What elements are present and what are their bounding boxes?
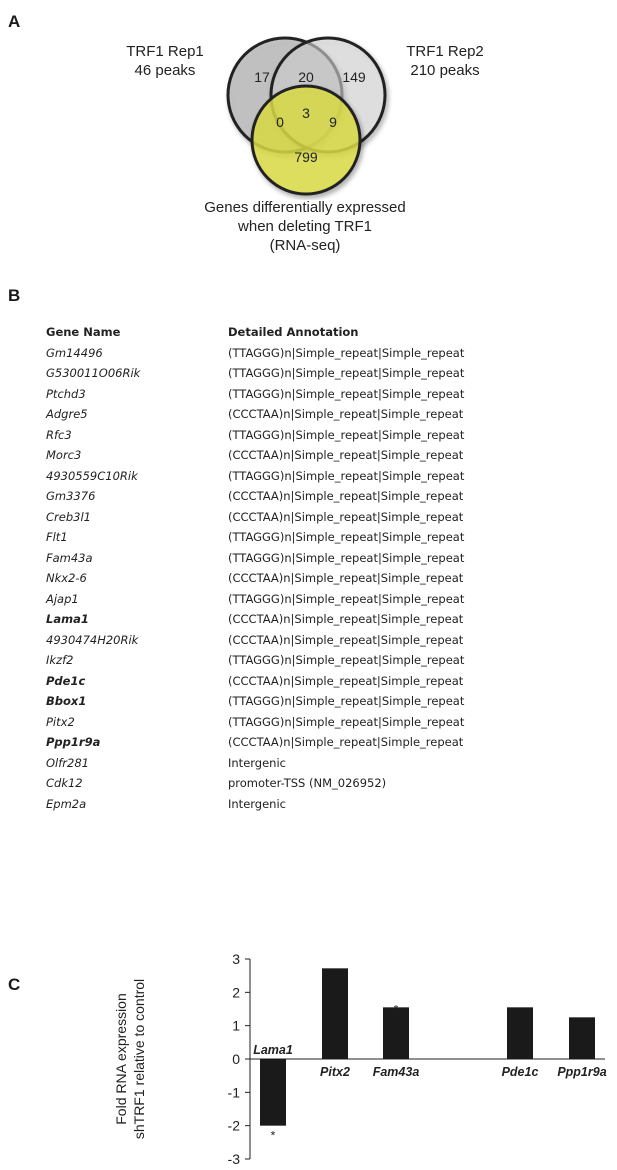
gene-annotation: promoter-TSS (NM_026952) [228,776,387,790]
table-row [46,568,526,589]
venn-set1-subtitle: 46 peaks [134,62,196,79]
category-label: Ppp1r9a [557,1065,607,1079]
gene-annotation: (TTAGGG)n|Simple_repeat|Simple_repeat [228,386,465,401]
category-label: Pitx2 [320,1065,350,1079]
bar-lama1 [260,1059,286,1126]
significance-star: * [393,1002,399,1017]
gene-name: Ikzf2 [46,653,74,667]
gene-name: Gm14496 [46,345,103,360]
gene-annotation: Intergenic [228,796,286,811]
panel-label-c: C [8,975,21,994]
bar-pitx2 [322,968,348,1059]
gene-name: Flt1 [46,530,68,544]
venn-set1-title: TRF1 Rep1 [126,43,204,60]
significance-star: * [270,1128,276,1143]
table-row [46,589,526,610]
gene-name: Ptchd3 [46,386,86,401]
gene-annotation: (CCCTAA)n|Simple_repeat|Simple_repeat [228,612,464,626]
gene-annotation: (TTAGGG)n|Simple_repeat|Simple_repeat [228,714,465,729]
venn-count-only13: 0 [276,114,284,130]
gene-name: Nkx2-6 [46,571,87,585]
venn-set2-title: TRF1 Rep2 [406,43,484,60]
venn-set3-line2: when deleting TRF1 [238,218,372,235]
y-tick-label: 2 [232,984,240,1001]
table-row [46,343,526,364]
y-tick-label: -1 [227,1084,240,1101]
expression-bar-chart [100,945,610,1167]
gene-annotation: (CCCTAA)n|Simple_repeat|Simple_repeat [228,673,464,688]
gene-name: G530011O06Rik [46,366,141,380]
y-tick-label: 1 [232,1017,240,1034]
gene-annotation: (TTAGGG)n|Simple_repeat|Simple_repeat [228,591,465,606]
venn-set3-label [170,198,440,255]
table-row [46,609,526,630]
venn-count-only3: 799 [294,149,318,165]
gene-name: Bbox1 [46,694,87,708]
gene-annotation: (TTAGGG)n|Simple_repeat|Simple_repeat [228,653,465,667]
y-tick-label: -3 [227,1151,240,1167]
table-row [46,732,526,753]
gene-annotation: (CCCTAA)n|Simple_repeat|Simple_repeat [228,489,464,503]
table-header [46,322,526,343]
gene-name: Creb3l1 [46,509,91,524]
gene-annotation: (TTAGGG)n|Simple_repeat|Simple_repeat [228,468,465,483]
gene-annotation: (TTAGGG)n|Simple_repeat|Simple_repeat [228,345,465,360]
gene-annotation: (TTAGGG)n|Simple_repeat|Simple_repeat [228,550,465,565]
category-label: Fam43a [372,1065,420,1079]
table-row [46,794,526,815]
table-row [46,671,526,692]
panel-label-a: A [8,12,21,31]
venn-set2-subtitle: 210 peaks [410,62,480,79]
gene-annotation: (TTAGGG)n|Simple_repeat|Simple_repeat [228,366,465,380]
venn-diagram [0,0,617,200]
venn-count-only2: 149 [342,69,366,85]
table-row [46,691,526,712]
gene-name: Lama1 [46,612,89,626]
category-label: Lama1 [253,1043,293,1057]
gene-name: Ppp1r9a [46,735,101,749]
y-axis-label-line1: Fold RNA expression [113,993,129,1125]
header-annotation: Detailed Annotation [228,325,359,339]
gene-name: Epm2a [46,796,87,811]
gene-annotation: (CCCTAA)n|Simple_repeat|Simple_repeat [228,448,464,462]
venn-count-only23: 9 [329,114,337,130]
gene-name: Ajap1 [46,591,79,606]
table-row [46,507,526,528]
table-row [46,630,526,651]
y-tick-label: 0 [232,1051,240,1067]
table-row [46,486,526,507]
gene-annotation: (CCCTAA)n|Simple_repeat|Simple_repeat [228,571,464,585]
gene-annotation: (CCCTAA)n|Simple_repeat|Simple_repeat [228,407,464,421]
venn-circle-set3 [252,86,360,194]
table-row [46,773,526,794]
bar-ppp1r9a [569,1017,595,1059]
venn-set3-line1: Genes differentially expressed [204,199,406,216]
gene-name: Gm3376 [46,489,96,503]
gene-annotation: Intergenic [228,755,286,770]
gene-name: Fam43a [46,550,93,565]
venn-set3-line3: (RNA-seq) [269,237,341,254]
gene-name: Pde1c [46,673,86,688]
gene-name: 4930559C10Rik [46,468,138,483]
table-row [46,404,526,425]
y-axis-label-line2: shTRF1 relative to control [131,978,147,1140]
gene-name: Pitx2 [46,714,75,729]
table-row [46,548,526,569]
table-row [46,384,526,405]
table-row [46,712,526,733]
gene-annotation: (TTAGGG)n|Simple_repeat|Simple_repeat [228,427,465,442]
bar-pde1c [507,1007,533,1059]
table-row [46,445,526,466]
gene-annotation: (CCCTAA)n|Simple_repeat|Simple_repeat [228,632,464,647]
table-body [46,343,526,815]
venn-count-only1: 17 [254,69,270,85]
header-gene-name: Gene Name [46,325,121,339]
table-row [46,425,526,446]
gene-name: Rfc3 [46,427,72,442]
gene-annotation: (CCCTAA)n|Simple_repeat|Simple_repeat [228,735,464,749]
panel-label-b: B [8,286,21,305]
gene-annotation: (TTAGGG)n|Simple_repeat|Simple_repeat [228,694,465,708]
gene-name: Olfr281 [46,755,89,770]
gene-annotation: (TTAGGG)n|Simple_repeat|Simple_repeat [228,530,465,544]
gene-annotation-table [46,322,526,814]
table-row [46,753,526,774]
gene-name: Adgre5 [46,407,88,421]
y-tick-label: -2 [227,1117,240,1134]
venn-count-only12: 20 [298,69,314,85]
table-row [46,466,526,487]
gene-name: Cdk12 [46,776,83,790]
gene-name: Morc3 [46,448,82,462]
gene-name: 4930474H20Rik [46,632,139,647]
category-label: Pde1c [501,1065,539,1079]
y-tick-label: 3 [232,951,240,967]
gene-annotation: (CCCTAA)n|Simple_repeat|Simple_repeat [228,509,464,524]
table-row [46,363,526,384]
table-row [46,650,526,671]
table-row [46,527,526,548]
venn-count-all: 3 [302,105,310,121]
